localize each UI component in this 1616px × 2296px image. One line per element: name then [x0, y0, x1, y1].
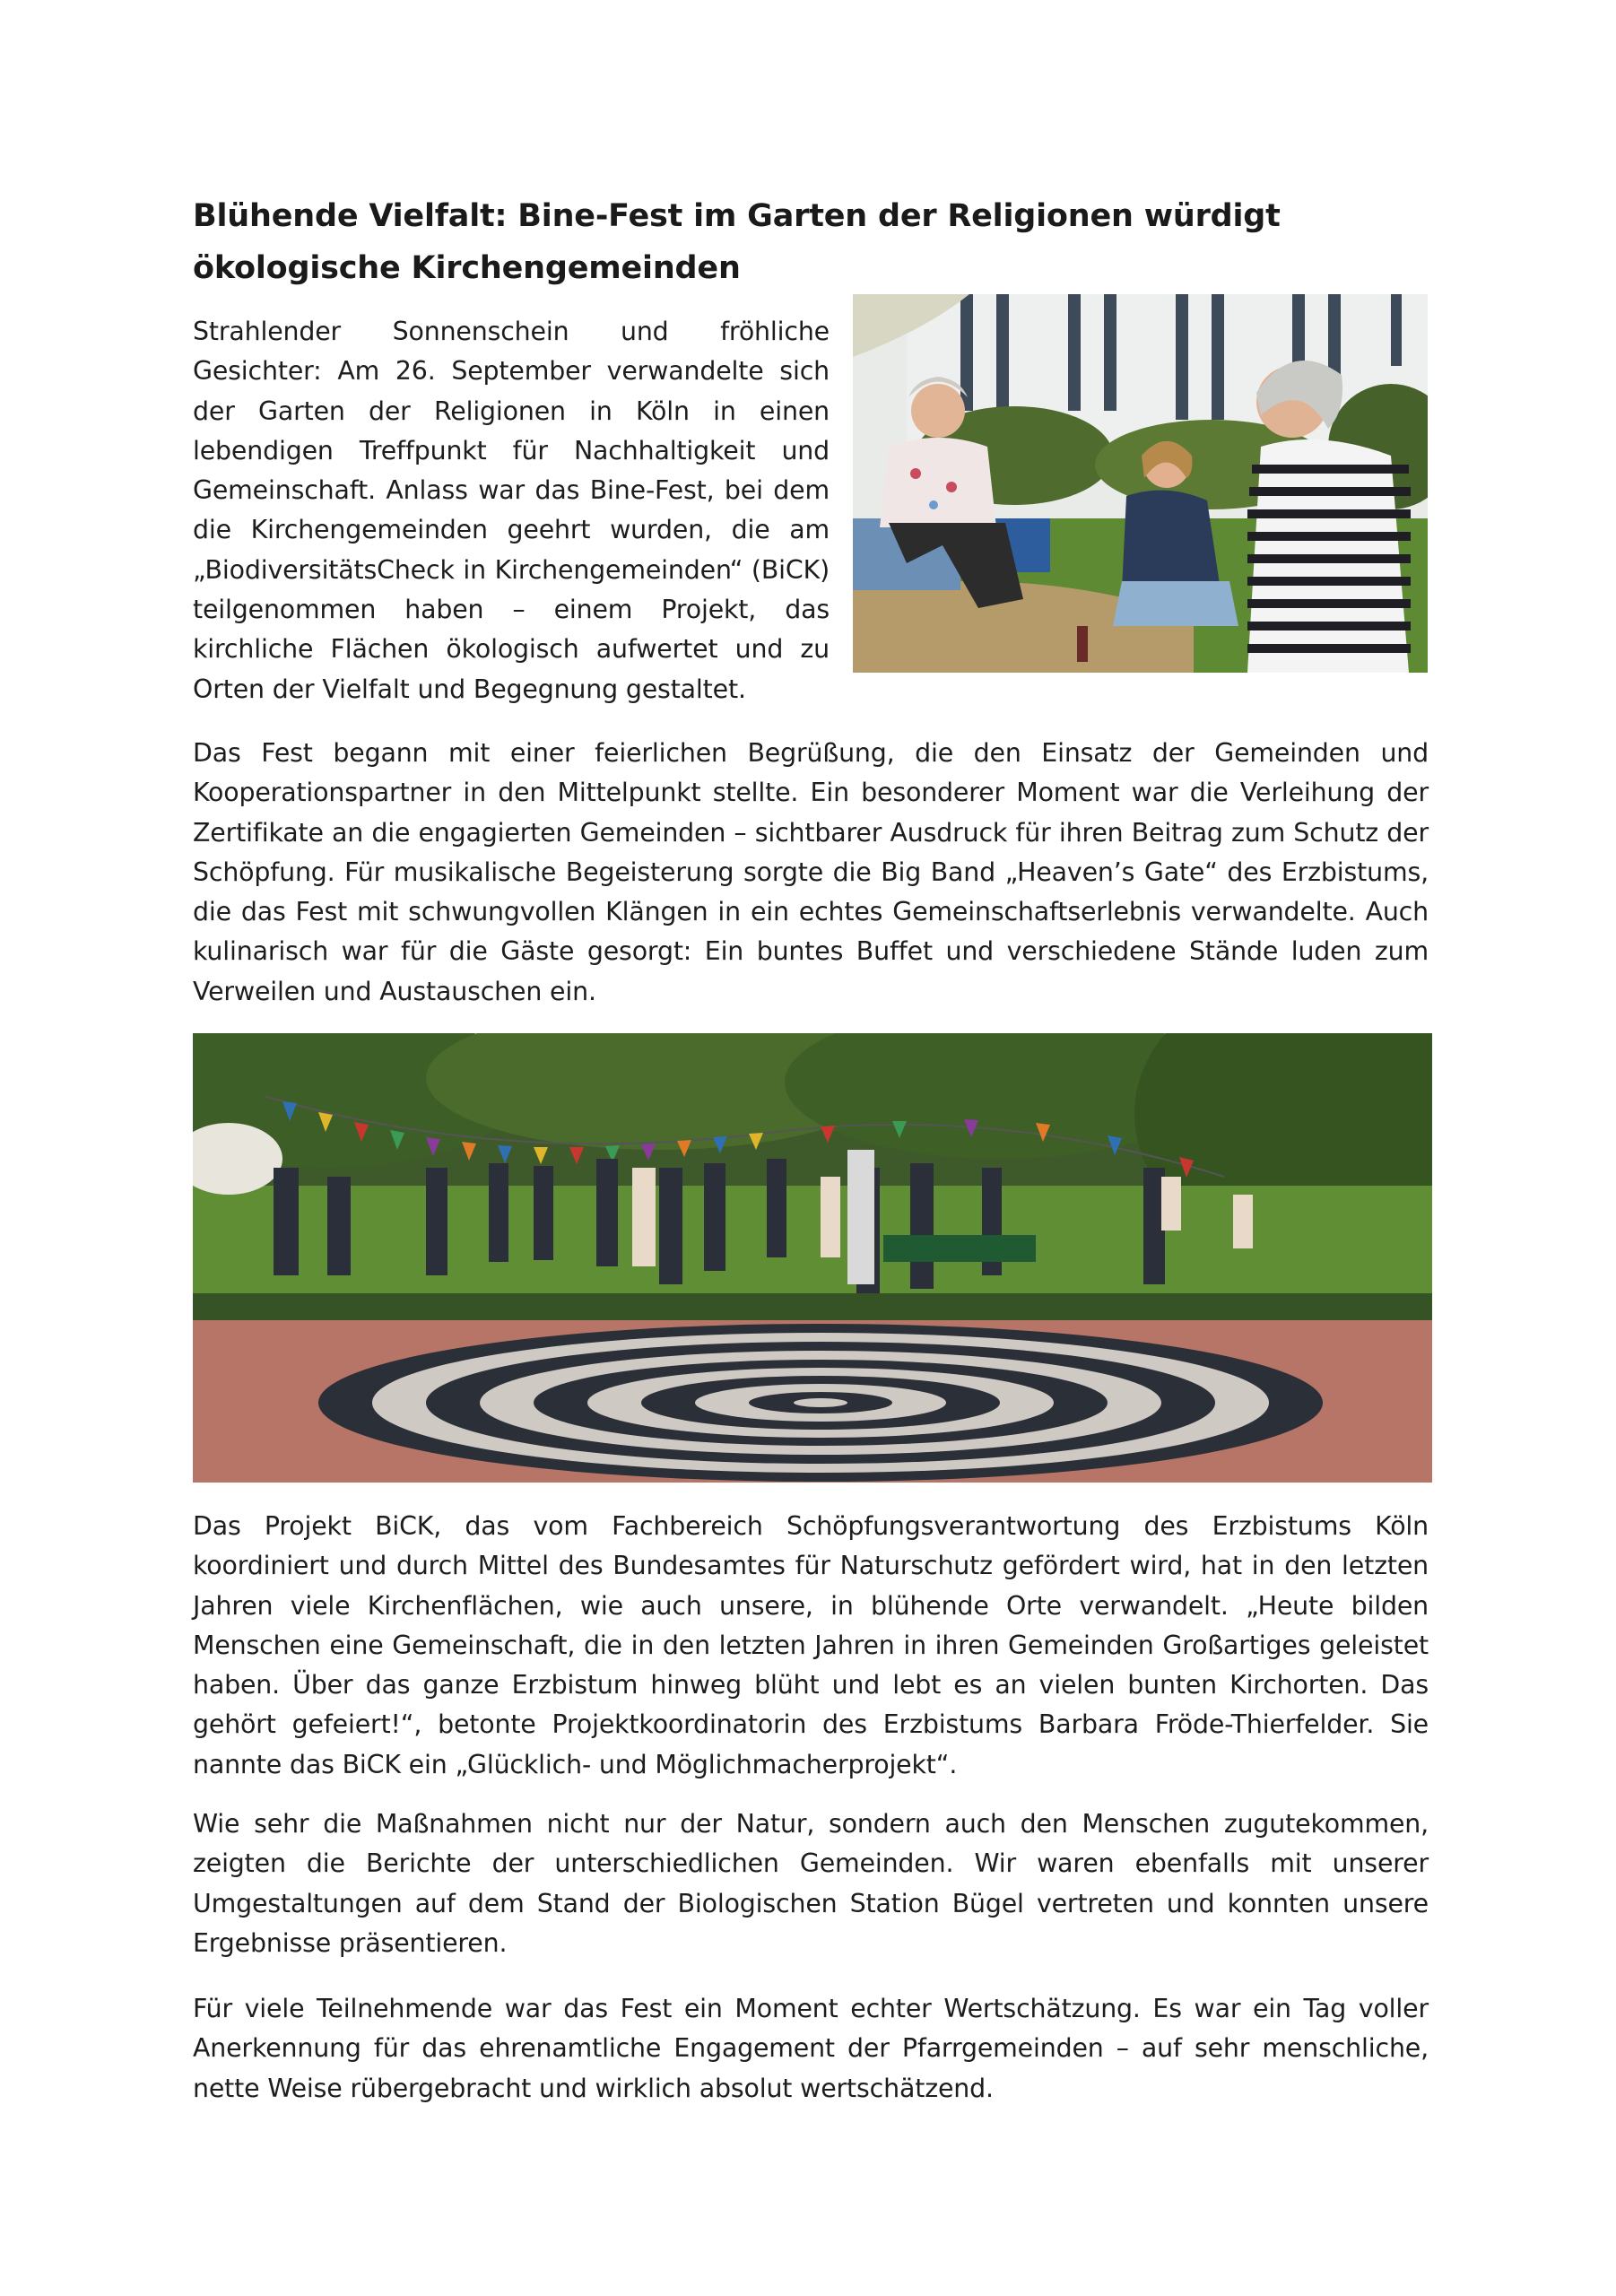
paragraph-4: Wie sehr die Maßnahmen nicht nur der Natur, sondern auch den Menschen zugutekommen, zeigten die Berichte der unterschiedlichen Gemeinden. Wir waren ebenfalls mit unserer Umgestaltungen auf dem Stand der Biologischen Station Bügel vertreten und konnten unsere Ergebnisse präsentieren.	[193, 1809, 1429, 1958]
paragraph-5: Für viele Teilnehmende war das Fest ein Moment echter Wertschätzung. Es war ein Tag voller Anerkennung für das ehrenamtliche Engagement der Pfarrgemeinden – auf sehr menschliche, nette Weise rübergebracht und wirklich absolut wertschätzend.	[193, 1994, 1429, 2103]
paragraph-1: Strahlender Sonnenschein und fröhliche Gesichter: Am 26. September verwandelte sich der Garten der Religionen in Köln in einen lebendigen Treffpunkt für Nachhaltigkeit und Gemeinschaft. Anlass war das Bine-Fest, bei dem die Kirchengemeinden geehrt wurden, die am „BiodiversitätsCheck in Kirchengemeinden“ (BiCK) teilgenommen haben – einem Projekt, das kirchliche Flächen ökologisch aufwertet und zu Orten der Vielfalt und Begegnung gestaltet.	[193, 317, 830, 704]
garden-conversation-photo	[853, 294, 1428, 673]
paragraph-2: Das Fest begann mit einer feierlichen Begrüßung, die den Einsatz der Gemeinden und Kooperationspartner in den Mittelpunkt stellte. Ein besonderer Moment war die Verleihung der Zertifikate an die engagierten Gemeinden – sichtbarer Ausdruck für ihren Beitrag zum Schutz der Schöpfung. Für musikalische Begeisterung sorgte die Big Band „Heaven’s Gate“ des Erzbistums, die das Fest mit schwungvollen Klängen in ein echtes Gemeinschaftserlebnis verwandelte. Auch kulinarisch war für die Gäste gesorgt: Ein buntes Buffet und verschiedene Stände luden zum Verweilen und Austauschen ein.	[193, 738, 1429, 1006]
festival-spiral-photo	[193, 1033, 1432, 1483]
paragraph-3: Das Projekt BiCK, das vom Fachbereich Schöpfungsverantwortung des Erzbistums Köln koordiniert und durch Mittel des Bundesamtes für Naturschutz gefördert wird, hat in den letzten Jahren viele Kirchenflächen, wie auch unsere, in blühende Orte verwandelt. „Heute bilden Menschen eine Gemeinschaft, die in den letzten Jahren in ihren Gemeinden Großartiges geleistet haben. Über das ganze Erzbistum hinweg blüht und lebt es an vielen bunten Kirchorten. Das gehört gefeiert!“, betonte Projektkoordinatorin des Erzbistums Barbara Fröde-Thierfelder. Sie nannte das BiCK ein „Glücklich- und Möglichmacherprojekt“.	[193, 1511, 1429, 1779]
article-title: Blühende Vielfalt: Bine-Fest im Garten der Religionen würdigt ökologische Kirchengemeinden	[193, 198, 1281, 286]
